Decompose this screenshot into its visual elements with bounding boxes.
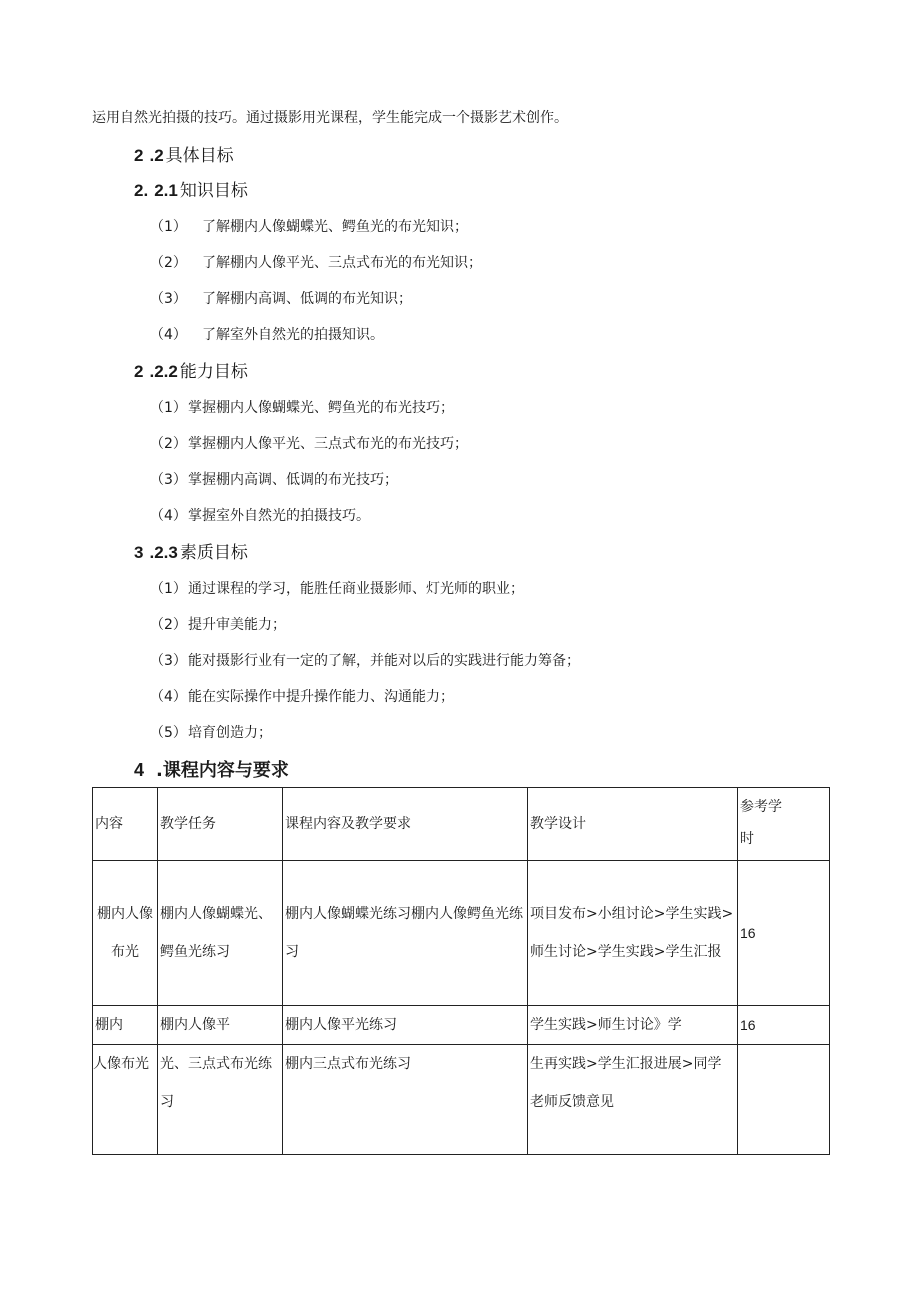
- table-row: [93, 861, 830, 1006]
- ability-item: [150, 434, 468, 454]
- heading-2-2-3: [134, 542, 248, 564]
- knowledge-item: [150, 217, 468, 237]
- cell-content-line1: 棚内人像: [97, 906, 153, 922]
- item-number: （1）: [150, 581, 187, 597]
- item-text: 能在实际操作中提升操作能力、沟通能力；: [188, 689, 454, 705]
- quality-item: [150, 723, 272, 743]
- ability-item: [150, 398, 454, 418]
- cell-requirement: 棚内三点式布光练习: [283, 1045, 528, 1155]
- item-number: （3）: [150, 472, 187, 488]
- cell-content: 人像布光: [93, 1045, 158, 1155]
- cell-task: 棚内人像蝴蝶光、鳄鱼光练习: [158, 861, 283, 1006]
- course-table: [92, 787, 830, 1155]
- heading-subnumber: .2: [149, 146, 164, 165]
- cell-hours: 16: [738, 1006, 830, 1045]
- cell-requirement: 棚内人像平光练习: [283, 1006, 528, 1045]
- cell-content: 棚内: [93, 1006, 158, 1045]
- heading-number: 2: [134, 146, 144, 165]
- heading-label: .课程内容与要求: [156, 760, 289, 781]
- item-text: 掌握棚内人像平光、三点式布光的布光技巧；: [188, 436, 468, 452]
- heading-subnumber: .2.3: [149, 543, 178, 562]
- item-number: （2）: [150, 255, 187, 271]
- cell-content-line2: 布光: [111, 944, 139, 960]
- header-hours-line1: 参考学: [740, 799, 782, 815]
- item-number: （3）: [150, 291, 187, 307]
- cell-content: [93, 861, 158, 1006]
- cell-design: 生再实践>学生汇报进展>同学老师反馈意见: [528, 1045, 738, 1155]
- cell-task: 棚内人像平: [158, 1006, 283, 1045]
- heading-2-2: [134, 145, 234, 167]
- item-text: 掌握棚内人像蝴蝶光、鳄鱼光的布光技巧；: [188, 400, 454, 416]
- item-text: 了解室外自然光的拍摄知识。: [202, 327, 384, 343]
- intro-paragraph: 运用自然光拍摄的技巧。通过摄影用光课程，学生能完成一个摄影艺术创作。: [92, 110, 568, 126]
- quality-item: [150, 615, 286, 635]
- cell-task: 光、三点式布光练习: [158, 1045, 283, 1155]
- heading-label: 具体目标: [165, 146, 234, 166]
- quality-item: [150, 579, 524, 599]
- heading-subnumber: .2.2: [149, 362, 178, 381]
- heading-number: 2.: [134, 181, 149, 200]
- heading-label: 知识目标: [179, 181, 248, 201]
- header-hours: [738, 788, 830, 861]
- item-text: 培育创造力；: [188, 725, 272, 741]
- heading-number: 4: [134, 760, 145, 780]
- header-content: 内容: [93, 788, 158, 861]
- quality-item: [150, 687, 454, 707]
- header-requirement: 课程内容及教学要求: [283, 788, 528, 861]
- item-text: 掌握室外自然光的拍摄技巧。: [188, 508, 370, 524]
- heading-number: 3: [134, 543, 144, 562]
- cell-requirement: 棚内人像蝴蝶光练习棚内人像鳄鱼光练习: [283, 861, 528, 1006]
- heading-2-2-1: [134, 180, 248, 202]
- item-text: 提升审美能力；: [188, 617, 286, 633]
- table-row: [93, 1045, 830, 1155]
- cell-hours: 16: [738, 861, 830, 1006]
- item-number: （2）: [150, 436, 187, 452]
- ability-item: [150, 470, 398, 490]
- item-text: 能对摄影行业有一定的了解，并能对以后的实践进行能力筹备；: [188, 653, 580, 669]
- item-text: 了解棚内高调、低调的布光知识；: [202, 291, 412, 307]
- item-text: 通过课程的学习，能胜任商业摄影师、灯光师的职业；: [188, 581, 524, 597]
- ability-item: [150, 506, 370, 526]
- knowledge-item: [150, 325, 384, 345]
- item-number: （4）: [150, 327, 187, 343]
- item-text: 了解棚内人像蝴蝶光、鳄鱼光的布光知识；: [202, 219, 468, 235]
- heading-4: [134, 759, 289, 782]
- item-number: （1）: [150, 219, 187, 235]
- item-number: （3）: [150, 653, 187, 669]
- quality-item: [150, 651, 580, 671]
- item-text: 掌握棚内高调、低调的布光技巧；: [188, 472, 398, 488]
- heading-label: 能力目标: [179, 362, 248, 382]
- item-number: （4）: [150, 689, 187, 705]
- heading-label: 素质目标: [179, 543, 248, 563]
- knowledge-item: [150, 289, 412, 309]
- heading-number: 2: [134, 362, 144, 381]
- heading-2-2-2: [134, 361, 248, 383]
- table-header-row: [93, 788, 830, 861]
- table-row: [93, 1006, 830, 1045]
- item-number: （2）: [150, 617, 187, 633]
- item-text: 了解棚内人像平光、三点式布光的布光知识；: [202, 255, 482, 271]
- heading-subnumber: 2.1: [154, 181, 178, 200]
- knowledge-item: [150, 253, 482, 273]
- item-number: （5）: [150, 725, 187, 741]
- cell-design: 学生实践>师生讨论》学: [528, 1006, 738, 1045]
- cell-design: 项目发布>小组讨论>学生实践>师生讨论>学生实践>学生汇报: [528, 861, 738, 1006]
- header-hours-line2: 时: [740, 831, 754, 847]
- cell-hours: [738, 1045, 830, 1155]
- item-number: （1）: [150, 400, 187, 416]
- header-task: 教学任务: [158, 788, 283, 861]
- item-number: （4）: [150, 508, 187, 524]
- header-design: 教学设计: [528, 788, 738, 861]
